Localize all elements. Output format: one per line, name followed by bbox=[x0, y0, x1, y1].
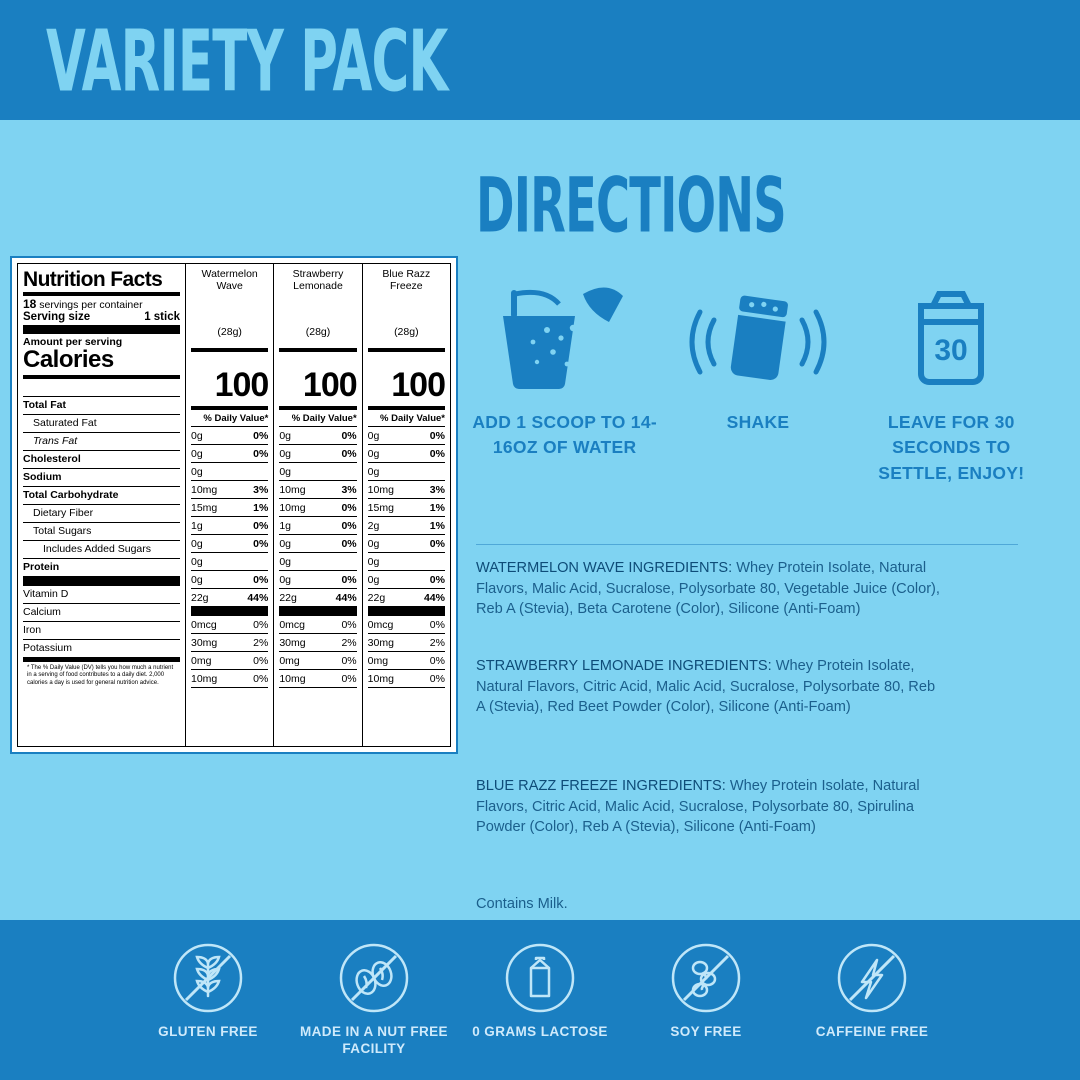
nutrient-amount: 0g bbox=[279, 429, 292, 442]
nutrient-daily-value: 1% bbox=[429, 501, 445, 514]
nutrient-value-row bbox=[191, 499, 268, 517]
nutrient-daily-value: 0% bbox=[253, 537, 269, 550]
nutrient-label-rows bbox=[23, 397, 180, 577]
nutrient-value-row bbox=[191, 517, 268, 535]
nutrient-value-row bbox=[279, 463, 356, 481]
nutrient-value-row bbox=[191, 445, 268, 463]
nutrient-value-row bbox=[191, 427, 268, 445]
vitamin-amount: 30mg bbox=[191, 636, 218, 649]
ingredients-bluerazz-heading: BLUE RAZZ FREEZE INGREDIENTS: bbox=[476, 778, 726, 794]
nutrient-daily-value: 0% bbox=[253, 573, 269, 586]
serving-size-value: 1 stick bbox=[144, 311, 180, 323]
contains-allergen-statement: Contains Milk. bbox=[476, 896, 568, 912]
vitamin-daily-value: 0% bbox=[253, 672, 269, 685]
nutrient-value-row bbox=[368, 463, 445, 481]
vitamin-amount: 0mcg bbox=[279, 618, 306, 631]
nutrient-amount: 0g bbox=[367, 537, 380, 550]
flavor-calories: 100 bbox=[302, 366, 357, 404]
nutrient-daily-value: 1% bbox=[253, 501, 269, 514]
flavor-column-1 bbox=[274, 264, 362, 746]
daily-value-footnote: * The % Daily Value (DV) tells you how much a nutrient in a serving of food contributes to a daily diet. 2,000 calories a day is used for general nutrition advice. bbox=[27, 664, 174, 686]
ingredients-strawberry bbox=[476, 656, 946, 718]
nutrient-row-label bbox=[23, 541, 180, 559]
nutrient-amount: 0g bbox=[191, 429, 203, 442]
soybean-crossed-icon bbox=[623, 932, 789, 1024]
nutrient-daily-value: 0% bbox=[341, 447, 357, 460]
nutrient-value-row bbox=[368, 535, 445, 553]
nutrient-amount: 0g bbox=[191, 447, 203, 460]
vitamin-value-row bbox=[191, 616, 268, 634]
nutrition-facts-title: Nutrition Facts bbox=[23, 268, 163, 291]
nutrient-value-row bbox=[368, 427, 445, 445]
nutrient-daily-value: 1% bbox=[429, 519, 445, 532]
nutrient-value-row bbox=[191, 553, 268, 571]
nutrient-amount: 0g bbox=[279, 573, 292, 586]
vitamin-value-row bbox=[191, 670, 268, 688]
directions-steps bbox=[468, 276, 1048, 486]
section-divider bbox=[368, 607, 445, 616]
footer-badges bbox=[0, 920, 1080, 1080]
vitamin-value-row bbox=[279, 652, 356, 670]
nutrient-amount: 10mg bbox=[279, 483, 306, 496]
daily-value-header: % Daily Value* bbox=[368, 410, 445, 427]
nutrient-daily-value: 44% bbox=[423, 591, 445, 604]
ingredients-bluerazz bbox=[476, 776, 946, 838]
nutrient-daily-value: 0% bbox=[341, 429, 357, 442]
vitamin-value-row bbox=[368, 616, 445, 634]
vitamin-daily-value: 0% bbox=[253, 618, 269, 631]
nutrient-value-row bbox=[191, 571, 268, 589]
vitamin-label-rows bbox=[23, 586, 180, 658]
vitamin-daily-value: 0% bbox=[341, 618, 357, 631]
divider-line bbox=[476, 544, 1018, 545]
nutrient-value-row bbox=[191, 481, 268, 499]
nutrient-row-label bbox=[23, 469, 180, 487]
nutrient-amount: 0g bbox=[367, 429, 380, 442]
nutrient-row-label bbox=[23, 397, 180, 415]
lightning-bolt-crossed-icon bbox=[789, 932, 955, 1024]
nutrient-amount: 0g bbox=[279, 465, 292, 478]
nutrient-value-row bbox=[368, 517, 445, 535]
scoop-into-glass-icon bbox=[468, 276, 661, 396]
nutrient-daily-value: 44% bbox=[335, 591, 357, 604]
nutrient-row-label bbox=[23, 523, 180, 541]
nutrient-name: Trans Fat bbox=[33, 435, 78, 447]
vitamin-row-label bbox=[23, 586, 180, 604]
vitamin-amount: 30mg bbox=[367, 636, 394, 649]
vitamin-value-row bbox=[279, 670, 356, 688]
timer-cup-icon bbox=[855, 276, 1048, 396]
nutrient-value-row bbox=[279, 517, 356, 535]
direction-step-2-label: SHAKE bbox=[726, 412, 790, 432]
servings-count: 18 bbox=[23, 297, 37, 311]
direction-step-1-label: ADD 1 SCOOP TO 14-16OZ OF WATER bbox=[472, 412, 657, 458]
nutrient-row-label bbox=[23, 415, 180, 433]
serving-size-row bbox=[23, 311, 180, 323]
nutrient-name: Sodium bbox=[23, 471, 62, 483]
nutrient-row-label bbox=[23, 505, 180, 523]
vitamin-daily-value: 0% bbox=[429, 618, 445, 631]
milk-carton-icon bbox=[457, 932, 623, 1024]
nutrient-daily-value: 0% bbox=[341, 537, 357, 550]
badge-soy-free bbox=[623, 932, 789, 1041]
badge-lactose-label: 0 GRAMS LACTOSE bbox=[472, 1024, 608, 1039]
nutrient-daily-value: 0% bbox=[341, 519, 357, 532]
nutrient-name: Total Carbohydrate bbox=[23, 489, 119, 501]
section-divider bbox=[23, 577, 180, 586]
vitamin-amount: 10mg bbox=[279, 672, 306, 685]
nutrient-value-row bbox=[279, 499, 356, 517]
vitamin-row-label bbox=[23, 622, 180, 640]
nutrient-amount: 0g bbox=[191, 537, 203, 550]
direction-step-2 bbox=[661, 276, 854, 486]
nutrient-name: Protein bbox=[23, 561, 60, 573]
badge-nut-free bbox=[291, 932, 457, 1058]
nut-crossed-icon bbox=[291, 932, 457, 1024]
nutrient-value-row bbox=[368, 589, 445, 607]
vitamin-daily-value: 2% bbox=[253, 636, 269, 649]
flavor-column-2 bbox=[363, 264, 450, 746]
nutrient-row-label bbox=[23, 487, 180, 505]
nutrient-name: Total Fat bbox=[23, 399, 66, 411]
amount-per-serving-label: Amount per serving bbox=[23, 336, 123, 348]
flavor-name: Strawberry Lemonade bbox=[292, 268, 344, 293]
nutrition-labels-column bbox=[18, 264, 186, 746]
vitamin-amount: 0mcg bbox=[367, 618, 394, 631]
wheat-crossed-icon bbox=[125, 932, 291, 1024]
flavor-serving-weight: (28g) bbox=[305, 326, 331, 338]
nutrient-amount: 0g bbox=[367, 465, 380, 478]
nutrient-amount: 0g bbox=[191, 573, 203, 586]
nutrient-amount: 0g bbox=[367, 573, 380, 586]
badge-caffeine-free-label: CAFFEINE FREE bbox=[815, 1024, 929, 1039]
serving-size-label: Serving size bbox=[23, 311, 91, 323]
nutrient-amount: 15mg bbox=[367, 501, 394, 514]
vitamin-amount: 30mg bbox=[279, 636, 306, 649]
nutrient-amount: 0g bbox=[279, 555, 292, 568]
flavor-name: Watermelon Wave bbox=[201, 268, 258, 293]
nutrient-daily-value: 0% bbox=[429, 447, 445, 460]
flavor-calories: 100 bbox=[214, 366, 269, 404]
vitamin-daily-value: 0% bbox=[429, 672, 445, 685]
ingredients-watermelon-body: Whey Protein Isolate, Natural Flavors, Malic Acid, Sucralose, Polysorbate 80, Vegetable Juice (Color), Reb A (Stevia), Beta Carotene (Color), Silicone (Anti-Foam) bbox=[476, 560, 940, 618]
vitamin-amount: 10mg bbox=[367, 672, 394, 685]
vitamin-daily-value: 2% bbox=[429, 636, 445, 649]
nutrient-value-row bbox=[279, 481, 356, 499]
nutrient-amount: 10mg bbox=[279, 501, 306, 514]
vitamin-daily-value: 0% bbox=[341, 672, 357, 685]
vitamin-value-row bbox=[279, 634, 356, 652]
nutrient-daily-value: 0% bbox=[429, 429, 445, 442]
nutrient-daily-value: 3% bbox=[429, 483, 445, 496]
nutrient-amount: 2g bbox=[367, 519, 380, 532]
nutrient-amount: 0g bbox=[191, 555, 203, 568]
nutrient-value-row bbox=[279, 445, 356, 463]
badge-lactose bbox=[457, 932, 623, 1041]
vitamin-daily-value: 0% bbox=[253, 654, 269, 667]
nutrient-name: Includes Added Sugars bbox=[43, 543, 151, 555]
nutrient-amount: 0g bbox=[367, 447, 380, 460]
badge-soy-free-label: SOY FREE bbox=[670, 1024, 742, 1039]
vitamin-amount: 0mg bbox=[367, 654, 389, 667]
flavor-spacer bbox=[191, 352, 268, 366]
timer-badge-number: 30 bbox=[934, 334, 968, 367]
ingredients-bluerazz-body: Whey Protein Isolate, Natural Flavors, Citric Acid, Malic Acid, Sucralose, Polysorbate 80, Spirulina Powder (Color), Reb A (Stevia), Silicone (Anti-Foam) bbox=[476, 778, 920, 836]
nutrient-row-label bbox=[23, 451, 180, 469]
nutrient-value-row bbox=[191, 589, 268, 607]
nutrient-value-row bbox=[279, 535, 356, 553]
calories-label: Calories bbox=[23, 346, 114, 373]
flavor-name: Blue Razz Freeze bbox=[382, 268, 431, 293]
nutrient-daily-value: 0% bbox=[253, 519, 269, 532]
nutrient-amount: 0g bbox=[279, 537, 292, 550]
nutrient-daily-value: 0% bbox=[429, 537, 445, 550]
header-bar bbox=[0, 0, 1080, 120]
badge-gluten-free-label: GLUTEN FREE bbox=[158, 1024, 258, 1039]
badge-gluten-free bbox=[125, 932, 291, 1041]
flavor-calories: 100 bbox=[391, 366, 445, 404]
nutrient-value-row bbox=[368, 553, 445, 571]
vitamin-row-label bbox=[23, 640, 180, 658]
vitamin-value-row bbox=[191, 652, 268, 670]
vitamin-amount: 10mg bbox=[191, 672, 218, 685]
vitamin-value-row bbox=[368, 670, 445, 688]
nutrient-name: Cholesterol bbox=[23, 453, 81, 465]
vitamin-value-row bbox=[191, 634, 268, 652]
ingredients-watermelon bbox=[476, 558, 946, 620]
section-divider bbox=[191, 607, 268, 616]
nutrient-value-row bbox=[279, 571, 356, 589]
nutrient-daily-value: 44% bbox=[247, 591, 269, 604]
nutrient-amount: 15mg bbox=[191, 501, 218, 514]
shake-bottle-icon bbox=[661, 276, 854, 396]
servings-per-container bbox=[23, 297, 180, 311]
nutrient-daily-value: 3% bbox=[253, 483, 269, 496]
nutrient-name: Total Sugars bbox=[33, 525, 92, 537]
daily-value-header: % Daily Value* bbox=[191, 410, 268, 427]
vitamin-name: Potassium bbox=[23, 642, 73, 654]
daily-value-header: % Daily Value* bbox=[279, 410, 356, 427]
vitamin-value-row bbox=[279, 616, 356, 634]
nutrient-daily-value: 0% bbox=[341, 573, 357, 586]
nutrient-value-row bbox=[191, 463, 268, 481]
vitamin-name: Calcium bbox=[23, 606, 61, 618]
vitamin-daily-value: 0% bbox=[341, 654, 357, 667]
nutrient-value-row bbox=[279, 553, 356, 571]
vitamin-row-label bbox=[23, 604, 180, 622]
ingredients-strawberry-heading: STRAWBERRY LEMONADE INGREDIENTS: bbox=[476, 658, 772, 674]
nutrient-value-row bbox=[368, 571, 445, 589]
nutrient-amount: 1g bbox=[279, 519, 292, 532]
nutrient-amount: 0g bbox=[367, 555, 380, 568]
badge-nut-free-label: MADE IN A NUT FREE FACILITY bbox=[300, 1024, 448, 1056]
nutrient-amount: 10mg bbox=[191, 483, 218, 496]
servings-text: servings per container bbox=[39, 299, 143, 311]
nutrient-amount: 22g bbox=[279, 591, 297, 604]
nutrient-value-row bbox=[191, 535, 268, 553]
nutrient-value-row bbox=[279, 427, 356, 445]
nutrient-daily-value: 0% bbox=[253, 429, 269, 442]
direction-step-3-label: LEAVE FOR 30 SECONDS TO SETTLE, ENJOY! bbox=[878, 412, 1025, 483]
nutrient-value-row bbox=[368, 499, 445, 517]
nutrient-daily-value: 0% bbox=[341, 501, 357, 514]
section-divider bbox=[279, 607, 356, 616]
flavor-serving-weight: (28g) bbox=[217, 326, 242, 338]
direction-step-1 bbox=[468, 276, 661, 486]
page-title: VARIETY PACK bbox=[46, 12, 448, 111]
nutrient-daily-value: 0% bbox=[429, 573, 445, 586]
vitamin-name: Vitamin D bbox=[23, 588, 69, 600]
flavor-column-0 bbox=[186, 264, 274, 746]
nutrient-daily-value: 3% bbox=[341, 483, 357, 496]
nutrient-amount: 10mg bbox=[367, 483, 394, 496]
nutrient-amount: 1g bbox=[191, 519, 203, 532]
nutrition-facts-panel bbox=[10, 256, 458, 754]
vitamin-daily-value: 2% bbox=[341, 636, 357, 649]
nutrient-amount: 0g bbox=[279, 447, 292, 460]
vitamin-daily-value: 0% bbox=[429, 654, 445, 667]
flavor-serving-weight: (28g) bbox=[394, 326, 419, 338]
direction-step-3 bbox=[855, 276, 1048, 486]
nutrient-daily-value: 0% bbox=[253, 447, 269, 460]
nutrient-name: Saturated Fat bbox=[33, 417, 97, 429]
nutrient-value-row bbox=[368, 481, 445, 499]
badge-caffeine-free bbox=[789, 932, 955, 1041]
nutrient-row-label bbox=[23, 559, 180, 577]
directions-title: DIRECTIONS bbox=[476, 161, 786, 250]
dv-header-spacer bbox=[23, 379, 180, 397]
ingredients-watermelon-heading: WATERMELON WAVE INGREDIENTS: bbox=[476, 560, 733, 576]
flavor-spacer bbox=[279, 352, 356, 366]
vitamin-amount: 0mcg bbox=[191, 618, 217, 631]
nutrient-value-row bbox=[279, 589, 356, 607]
nutrient-row-label bbox=[23, 433, 180, 451]
vitamin-amount: 0mg bbox=[191, 654, 212, 667]
vitamin-name: Iron bbox=[23, 624, 42, 636]
ingredients-strawberry-body: Whey Protein Isolate, Natural Flavors, Citric Acid, Malic Acid, Sucralose, Polysorbate 80, Reb A (Stevia), Red Beet Powder (Color), Silicone (Anti-Foam) bbox=[476, 658, 936, 716]
nutrient-amount: 0g bbox=[191, 465, 203, 478]
nutrient-name: Dietary Fiber bbox=[33, 507, 94, 519]
nutrient-value-row bbox=[368, 445, 445, 463]
nutrient-amount: 22g bbox=[191, 591, 209, 604]
nutrient-amount: 22g bbox=[367, 591, 386, 604]
vitamin-value-row bbox=[368, 652, 445, 670]
vitamin-amount: 0mg bbox=[279, 654, 300, 667]
vitamin-value-row bbox=[368, 634, 445, 652]
flavor-spacer bbox=[368, 352, 445, 366]
